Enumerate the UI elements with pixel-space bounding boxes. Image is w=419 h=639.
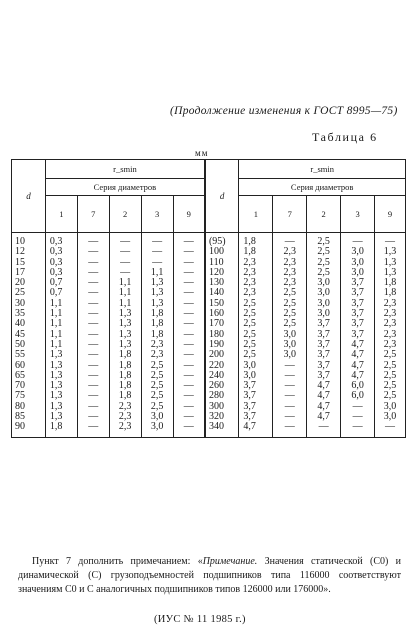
right-value-cell: 3,7 — [307, 319, 341, 329]
left-value-cell: 2,3 — [109, 402, 141, 412]
left-value-cell: 1,3 — [45, 350, 77, 360]
left-value-cell: — — [77, 247, 109, 257]
series-col-right: 1 — [239, 196, 273, 233]
left-d-cell: 75 — [12, 391, 46, 401]
left-value-cell: 2,5 — [141, 371, 173, 381]
left-value-cell: — — [173, 268, 205, 278]
right-d-cell: 340 — [205, 422, 239, 437]
right-value-cell: 1,3 — [375, 247, 406, 257]
right-value-cell: 3,0 — [341, 268, 375, 278]
right-value-cell: — — [307, 422, 341, 437]
right-value-cell: — — [273, 371, 307, 381]
left-value-cell: — — [77, 361, 109, 371]
table-row — [12, 233, 406, 248]
left-value-cell: 1,3 — [45, 371, 77, 381]
left-d-cell: 90 — [12, 422, 46, 437]
left-value-cell: 1,3 — [109, 330, 141, 340]
left-value-cell: 1,3 — [109, 340, 141, 350]
col-header-param-left: r_smin — [45, 160, 205, 179]
left-d-cell: 17 — [12, 268, 46, 278]
left-value-cell: — — [77, 330, 109, 340]
left-value-cell: 1,8 — [109, 381, 141, 391]
right-value-cell: 2,5 — [307, 268, 341, 278]
left-d-cell: 40 — [12, 319, 46, 329]
right-value-cell: 4,7 — [307, 391, 341, 401]
left-value-cell: 1,1 — [45, 299, 77, 309]
right-value-cell: 2,5 — [375, 361, 406, 371]
right-value-cell: 2,3 — [375, 340, 406, 350]
right-value-cell: 3,7 — [307, 371, 341, 381]
left-d-cell: 65 — [12, 371, 46, 381]
note-body: Значения статической (C0) и динамической (C) грузоподъемностей подшипников типа 116000 соответствуют значениям C0 и C аналогичных подшипников типов 126000 или 176000». — [18, 556, 401, 595]
right-d-cell: 190 — [205, 340, 239, 350]
series-col-left: 3 — [141, 196, 173, 233]
note-label: Примечание. — [202, 556, 258, 567]
right-value-cell: 3,7 — [341, 299, 375, 309]
right-value-cell: 2,3 — [239, 278, 273, 288]
left-value-cell: 1,8 — [45, 422, 77, 437]
series-col-right: 2 — [307, 196, 341, 233]
right-value-cell: 2,5 — [273, 299, 307, 309]
right-value-cell: — — [341, 412, 375, 422]
left-value-cell: 1,8 — [141, 319, 173, 329]
right-value-cell: 3,0 — [239, 361, 273, 371]
right-value-cell: 4,7 — [341, 340, 375, 350]
right-value-cell: 3,0 — [307, 288, 341, 298]
right-value-cell: 2,3 — [375, 309, 406, 319]
left-value-cell: — — [109, 258, 141, 268]
right-value-cell: 2,5 — [239, 350, 273, 360]
right-d-cell: 100 — [205, 247, 239, 257]
right-value-cell: — — [273, 402, 307, 412]
right-value-cell: 2,5 — [239, 330, 273, 340]
left-value-cell: 1,3 — [45, 402, 77, 412]
right-value-cell: 3,7 — [239, 402, 273, 412]
col-header-param-right: r_smin — [239, 160, 406, 179]
right-d-cell: 170 — [205, 319, 239, 329]
right-d-cell: 200 — [205, 350, 239, 360]
left-value-cell: 1,3 — [45, 381, 77, 391]
left-value-cell: 1,3 — [141, 278, 173, 288]
left-value-cell: — — [109, 247, 141, 257]
right-value-cell: 2,5 — [273, 319, 307, 329]
right-value-cell: — — [273, 391, 307, 401]
left-value-cell: 1,1 — [45, 330, 77, 340]
right-value-cell: 4,7 — [341, 371, 375, 381]
right-value-cell: 2,5 — [239, 340, 273, 350]
left-value-cell: 1,3 — [109, 319, 141, 329]
right-d-cell: 180 — [205, 330, 239, 340]
right-d-cell: 160 — [205, 309, 239, 319]
left-value-cell: — — [77, 299, 109, 309]
left-value-cell: — — [109, 268, 141, 278]
right-value-cell: — — [273, 422, 307, 437]
left-value-cell: 2,3 — [109, 412, 141, 422]
right-value-cell: 2,3 — [375, 299, 406, 309]
left-value-cell: 1,1 — [45, 340, 77, 350]
left-value-cell: — — [77, 233, 109, 248]
right-value-cell: 3,7 — [341, 278, 375, 288]
left-value-cell: 2,3 — [141, 340, 173, 350]
right-d-cell: 220 — [205, 361, 239, 371]
left-d-cell: 20 — [12, 278, 46, 288]
right-value-cell: 4,7 — [341, 350, 375, 360]
left-value-cell: 3,0 — [141, 412, 173, 422]
left-value-cell: 0,7 — [45, 278, 77, 288]
left-value-cell: 1,8 — [109, 350, 141, 360]
left-d-cell: 50 — [12, 340, 46, 350]
left-value-cell: 1,1 — [45, 309, 77, 319]
right-value-cell: 3,7 — [341, 319, 375, 329]
right-value-cell: 3,7 — [307, 350, 341, 360]
right-value-cell: 1,3 — [375, 258, 406, 268]
left-value-cell: — — [77, 350, 109, 360]
series-col-left: 7 — [77, 196, 109, 233]
left-value-cell: 1,8 — [109, 371, 141, 381]
left-value-cell: — — [77, 412, 109, 422]
right-value-cell: — — [341, 422, 375, 437]
left-value-cell: 1,8 — [141, 309, 173, 319]
left-value-cell: — — [173, 361, 205, 371]
right-d-cell: (95) — [205, 233, 239, 248]
series-col-right: 7 — [273, 196, 307, 233]
right-value-cell: 3,7 — [239, 391, 273, 401]
right-value-cell: 1,8 — [375, 278, 406, 288]
table-row — [12, 422, 406, 437]
right-value-cell: 2,5 — [375, 371, 406, 381]
left-value-cell: — — [141, 233, 173, 248]
left-value-cell: 0,3 — [45, 258, 77, 268]
left-value-cell: — — [173, 391, 205, 401]
right-value-cell: 4,7 — [307, 402, 341, 412]
right-value-cell: 2,5 — [307, 233, 341, 248]
series-col-left: 9 — [173, 196, 205, 233]
left-value-cell: — — [141, 247, 173, 257]
right-value-cell: 3,7 — [239, 412, 273, 422]
col-header-d-left: d — [12, 160, 46, 233]
unit-label: мм — [195, 148, 209, 158]
right-value-cell: 6,0 — [341, 381, 375, 391]
continuation-header: (Продолжение изменения к ГОСТ 8995—75) — [170, 105, 398, 117]
left-value-cell: — — [77, 381, 109, 391]
left-value-cell: 3,0 — [141, 422, 173, 437]
left-d-cell: 80 — [12, 402, 46, 412]
left-value-cell: — — [77, 258, 109, 268]
right-value-cell: — — [341, 402, 375, 412]
dimensions-table — [11, 159, 406, 438]
left-d-cell: 55 — [12, 350, 46, 360]
right-value-cell: 2,5 — [375, 391, 406, 401]
right-value-cell: 3,0 — [307, 278, 341, 288]
right-value-cell: 2,5 — [239, 319, 273, 329]
right-d-cell: 110 — [205, 258, 239, 268]
right-value-cell: 4,7 — [239, 422, 273, 437]
right-value-cell: 2,5 — [307, 247, 341, 257]
right-value-cell: 2,5 — [375, 350, 406, 360]
left-value-cell: — — [173, 233, 205, 248]
left-value-cell: — — [173, 402, 205, 412]
left-value-cell: — — [173, 299, 205, 309]
left-value-cell: — — [77, 371, 109, 381]
right-value-cell: 3,7 — [239, 381, 273, 391]
left-value-cell: — — [173, 381, 205, 391]
reference-line: (ИУС № 11 1985 г.) — [154, 614, 246, 625]
series-header-right: Серия диаметров — [239, 179, 406, 196]
right-value-cell: 4,7 — [307, 412, 341, 422]
left-value-cell: 1,3 — [45, 412, 77, 422]
left-d-cell: 25 — [12, 288, 46, 298]
right-value-cell: 3,7 — [307, 340, 341, 350]
col-header-d-right: d — [205, 160, 239, 233]
right-d-cell: 300 — [205, 402, 239, 412]
right-value-cell: 2,3 — [239, 288, 273, 298]
left-d-cell: 10 — [12, 233, 46, 248]
series-header-left: Серия диаметров — [45, 179, 205, 196]
right-value-cell: 3,0 — [375, 412, 406, 422]
left-value-cell: — — [173, 288, 205, 298]
left-value-cell: — — [77, 278, 109, 288]
right-value-cell: — — [375, 422, 406, 437]
left-d-cell: 60 — [12, 361, 46, 371]
right-value-cell: 1,3 — [375, 268, 406, 278]
right-value-cell: 3,7 — [341, 330, 375, 340]
right-value-cell: 1,8 — [239, 233, 273, 248]
right-value-cell: — — [375, 233, 406, 248]
right-value-cell: 2,5 — [375, 381, 406, 391]
left-d-cell: 45 — [12, 330, 46, 340]
right-d-cell: 130 — [205, 278, 239, 288]
right-d-cell: 320 — [205, 412, 239, 422]
right-value-cell: 3,7 — [341, 309, 375, 319]
right-value-cell: — — [273, 412, 307, 422]
left-value-cell: — — [77, 309, 109, 319]
left-value-cell: 2,5 — [141, 391, 173, 401]
right-value-cell: 2,3 — [375, 319, 406, 329]
left-value-cell: — — [173, 412, 205, 422]
right-value-cell: 3,0 — [273, 350, 307, 360]
left-d-cell: 70 — [12, 381, 46, 391]
left-value-cell: 1,8 — [109, 361, 141, 371]
left-d-cell: 35 — [12, 309, 46, 319]
right-value-cell: 3,0 — [341, 258, 375, 268]
left-value-cell: 1,3 — [141, 288, 173, 298]
right-value-cell: 2,3 — [375, 330, 406, 340]
left-value-cell: — — [173, 319, 205, 329]
right-d-cell: 140 — [205, 288, 239, 298]
left-value-cell: — — [173, 330, 205, 340]
right-value-cell: 2,5 — [239, 309, 273, 319]
series-col-right: 3 — [341, 196, 375, 233]
left-value-cell: 1,1 — [109, 299, 141, 309]
left-value-cell: — — [173, 309, 205, 319]
left-value-cell: 2,5 — [141, 402, 173, 412]
right-value-cell: 2,3 — [273, 278, 307, 288]
right-value-cell: 3,0 — [307, 299, 341, 309]
right-value-cell: 2,3 — [239, 268, 273, 278]
right-d-cell: 280 — [205, 391, 239, 401]
left-value-cell: — — [77, 402, 109, 412]
right-value-cell: 2,5 — [273, 288, 307, 298]
left-value-cell: 1,8 — [141, 330, 173, 340]
right-value-cell: 2,3 — [273, 258, 307, 268]
right-value-cell: 3,0 — [273, 340, 307, 350]
right-value-cell: 3,7 — [341, 288, 375, 298]
left-value-cell: — — [77, 422, 109, 437]
left-value-cell: — — [173, 371, 205, 381]
right-value-cell: 4,7 — [307, 381, 341, 391]
right-value-cell: — — [273, 361, 307, 371]
right-value-cell: 2,3 — [273, 268, 307, 278]
left-value-cell: 1,1 — [109, 278, 141, 288]
right-value-cell: 3,0 — [341, 247, 375, 257]
left-value-cell: — — [173, 350, 205, 360]
left-value-cell: 2,3 — [141, 350, 173, 360]
left-value-cell: 1,1 — [141, 268, 173, 278]
note-lead: Пункт 7 дополнить примечанием: « — [32, 556, 203, 567]
left-value-cell: — — [173, 278, 205, 288]
left-value-cell: — — [173, 258, 205, 268]
right-value-cell: — — [273, 233, 307, 248]
left-value-cell: 0,3 — [45, 233, 77, 248]
left-value-cell: — — [173, 340, 205, 350]
left-value-cell: — — [77, 391, 109, 401]
series-col-left: 1 — [45, 196, 77, 233]
right-d-cell: 150 — [205, 299, 239, 309]
left-d-cell: 85 — [12, 412, 46, 422]
left-d-cell: 30 — [12, 299, 46, 309]
left-value-cell: — — [173, 247, 205, 257]
right-d-cell: 240 — [205, 371, 239, 381]
right-value-cell: 3,0 — [307, 309, 341, 319]
left-d-cell: 12 — [12, 247, 46, 257]
table-label: Таблица 6 — [312, 130, 378, 144]
table-body — [12, 233, 406, 438]
right-value-cell: — — [341, 233, 375, 248]
left-value-cell: 0,3 — [45, 247, 77, 257]
left-value-cell: 1,1 — [109, 288, 141, 298]
left-value-cell: 2,5 — [141, 361, 173, 371]
left-value-cell: 0,3 — [45, 268, 77, 278]
left-value-cell: — — [77, 288, 109, 298]
right-value-cell: — — [273, 381, 307, 391]
right-value-cell: 2,5 — [273, 309, 307, 319]
left-d-cell: 15 — [12, 258, 46, 268]
right-value-cell: 3,0 — [273, 330, 307, 340]
left-value-cell: 2,3 — [109, 422, 141, 437]
left-value-cell: 1,1 — [45, 319, 77, 329]
series-col-right: 9 — [375, 196, 406, 233]
right-value-cell: 3,0 — [375, 402, 406, 412]
left-value-cell: 2,5 — [141, 381, 173, 391]
series-col-left: 2 — [109, 196, 141, 233]
left-value-cell: — — [141, 258, 173, 268]
left-value-cell: 1,3 — [45, 391, 77, 401]
left-value-cell: — — [77, 340, 109, 350]
right-value-cell: 3,7 — [307, 330, 341, 340]
left-value-cell: — — [77, 268, 109, 278]
left-value-cell: 1,3 — [45, 361, 77, 371]
right-d-cell: 120 — [205, 268, 239, 278]
right-value-cell: 3,0 — [239, 371, 273, 381]
left-value-cell: 1,8 — [109, 391, 141, 401]
left-value-cell: 0,7 — [45, 288, 77, 298]
left-value-cell: 1,3 — [141, 299, 173, 309]
right-value-cell: 2,5 — [239, 299, 273, 309]
right-value-cell: 2,5 — [307, 258, 341, 268]
right-value-cell: 2,3 — [273, 247, 307, 257]
left-value-cell: — — [173, 422, 205, 437]
left-value-cell: 1,3 — [109, 309, 141, 319]
note-paragraph — [18, 555, 401, 597]
right-d-cell: 260 — [205, 381, 239, 391]
left-value-cell: — — [109, 233, 141, 248]
left-value-cell: — — [77, 319, 109, 329]
right-value-cell: 6,0 — [341, 391, 375, 401]
right-value-cell: 2,3 — [239, 258, 273, 268]
right-value-cell: 4,7 — [341, 361, 375, 371]
right-value-cell: 1,8 — [375, 288, 406, 298]
right-value-cell: 1,8 — [239, 247, 273, 257]
right-value-cell: 3,7 — [307, 361, 341, 371]
